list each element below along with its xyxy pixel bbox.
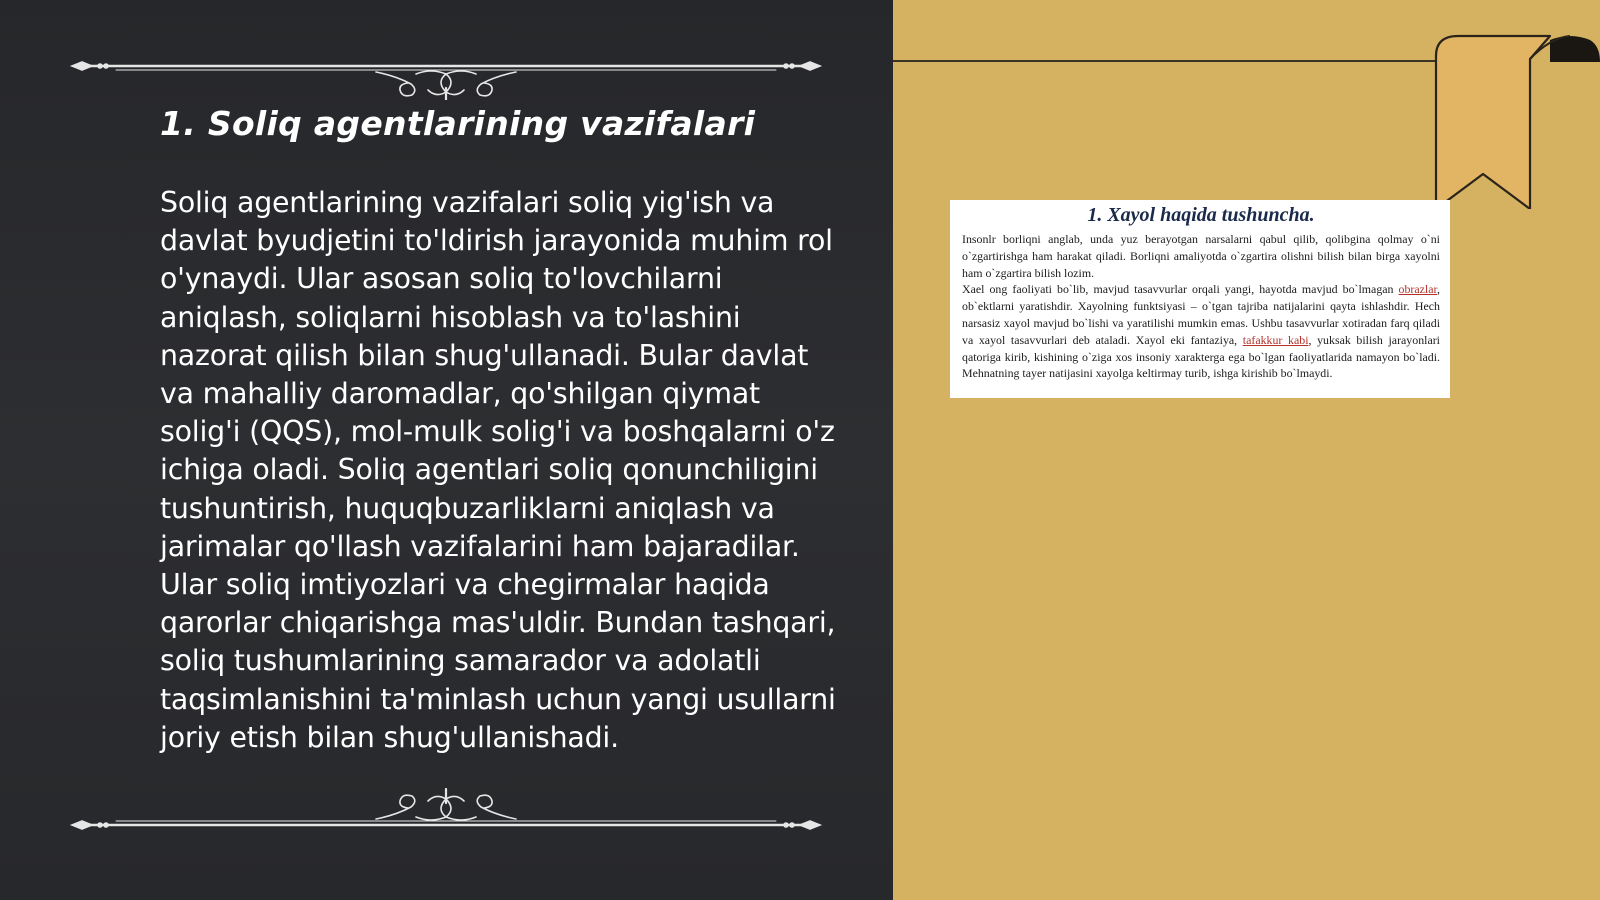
body-paragraph: Soliq agentlarining vazifalari soliq yig'ish va davlat byudjetini to'ldirish jarayonida muhim rol o'ynaydi. Ular asosan soliq to'lovchilarni aniqlash, soliqlarni hisoblash va to'lashini nazorat qilish bilan shug'ullanadi. Bular davlat va mahalliy daromadlar, qo'shilgan qiymat solig'i (QQS), mol-mulk solig'i va boshqalarni o'z ichiga oladi. Soliq agentlari soliq qonunchiligini tushuntirish, huquqbuzarliklarni aniqlash va jarimalar qo'llash vazifalarini ham bajaradilar. Ular soliq imtiyozlari va chegirmalar haqida qarorlar chiqarishga mas'uldir. Bundan tashqari, soliq tushumlarining samarador va adolatli taqsimlanishini ta'minlash uchun yangi usullarni joriy etish bilan shug'ullanishadi. bbox=[160, 186, 836, 754]
document-link-tafakkur[interactable]: tafakkur kabi bbox=[1242, 332, 1309, 347]
document-text: , ob`ektlarni yaratishdir. Xayolning funktsiyasi – o`tgan tajriba natijalarini qayta ishlashdir. Hech narsasiz xayol mavjud bo`lishi va yaratilishi mumkin emas. Ushbu tasavvurlar xotiradan farq qiladi va xayol tasavvurlari deb ataladi. Xayol eki fantaziya, bbox=[962, 282, 1440, 347]
bottom-ornament-divider bbox=[66, 775, 826, 835]
bookmark-ribbon-decoration bbox=[1430, 34, 1600, 209]
document-text: Xael ong faoliyati bo`lib, mavjud tasavvurlar orqali yangi, hayotda mavjud bo`lmagan bbox=[962, 282, 1399, 297]
document-title: 1. Xayol haqida tushuncha. bbox=[1087, 204, 1315, 226]
top-ornament-divider bbox=[66, 40, 826, 100]
document-text: , yuksak bilish jarayonlari qatoriga kirib, kishining o`ziga xos insoniy xarakterga ega bo`lgan faoliyatlarida namayon bo`ladi. Mehnatning tayer natijasini xayolga keltirmay turib, ishga kirishib bo`lmaydi. bbox=[962, 332, 1440, 381]
document-paragraph-1: Insonlr borliqni anglab, unda yuz berayotgan narsalarni qabul qilib, qolibgina qolmay o`ni o`zgartirishga ham harakat qiladi. Borliqni amaliyotda o`zgartira olishni bilish bilan birga xayolni ham o`zgartira bilish lozim. bbox=[962, 232, 1440, 280]
right-divider-line bbox=[893, 60, 1438, 62]
document-link-obrazlar[interactable]: obrazlar bbox=[1398, 282, 1438, 297]
document-paragraph-2 bbox=[962, 281, 1440, 382]
slide-title: 1. Soliq agentlarining vazifalari bbox=[160, 104, 756, 143]
document-image bbox=[950, 200, 1450, 398]
